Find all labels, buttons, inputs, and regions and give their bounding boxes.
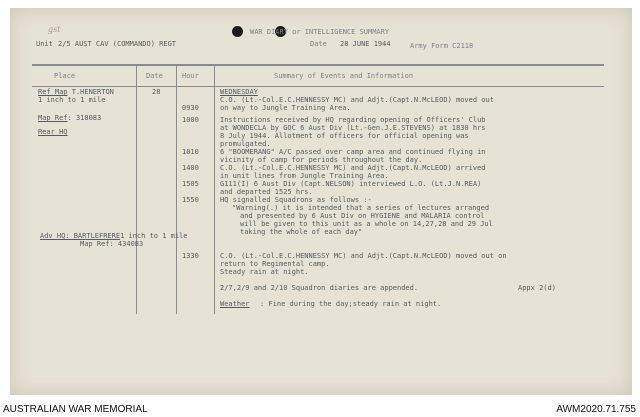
entry-line: will be given to this unit as a whole on 14,27,28 and 29 Jul: [240, 220, 493, 228]
pencil-mark: gst: [48, 25, 61, 34]
hour-0930: 0930: [182, 104, 199, 112]
entry-line: and presented by 6 Aust Div on HYGIENE and MALARIA control: [240, 212, 485, 220]
date-prefix: Date: [310, 40, 327, 48]
entry-line: in unit lines from Jungle Training Area.: [220, 172, 389, 180]
footer-source: AUSTRALIAN WAR MEMORIAL: [3, 404, 148, 415]
map-ref-adv: Map Ref: 434083: [80, 240, 144, 248]
entry-line: C.O. (Lt.-Col.E.C.HENNESSY MC) and Adjt.(Capt.N.McLEOD) moved out on: [220, 252, 507, 260]
ref-map-label: Ref Map T.HENERTON: [38, 88, 114, 96]
entry-line: promulgated.: [220, 140, 271, 148]
entry-line: taking the whole of each day": [240, 228, 363, 236]
entry-line: 2/7,2/9 and 2/10 Squadron diaries are appended.: [220, 284, 419, 292]
column-divider-3: [214, 64, 215, 314]
hour-1505: 1505: [182, 180, 199, 188]
diary-title: WAR DIARY or INTELLIGENCE SUMMARY: [250, 28, 390, 36]
map-scale: 1 inch to 1 mile: [38, 96, 106, 104]
date-number: 28: [152, 88, 161, 96]
entry-line: 6 "BOOMERANG" A/C passed over camp area and continued flying in: [220, 148, 486, 156]
hour-1550: 1550: [182, 196, 199, 204]
hour-1330: 1330: [182, 252, 199, 260]
hour-1000: 1000: [182, 116, 199, 124]
entry-line: Steady rain at night.: [220, 268, 309, 276]
header-rule-bottom: [32, 86, 604, 87]
column-header-hour: Hour: [182, 72, 199, 80]
entry-line: vicinity of camp for periods throughout the day.: [220, 156, 423, 164]
punch-hole-left: [232, 26, 243, 37]
appendix-ref: Appx 2(d): [518, 284, 556, 292]
column-header-date: Date: [146, 72, 163, 80]
weather-label: Weather: [220, 300, 250, 308]
entry-line: Instructions received by HQ regarding opening of Officers' Club: [220, 116, 486, 124]
column-divider-2: [176, 64, 177, 314]
entry-day: WEDNESDAY: [220, 88, 258, 96]
entry-line: and departed 1525 hrs.: [220, 188, 313, 196]
column-divider-1: [136, 64, 137, 314]
header-rule-top: [32, 64, 604, 66]
footer-accession: AWM2020.71.755: [556, 404, 636, 415]
hour-1400: 1400: [182, 164, 199, 172]
column-header-place: Place: [54, 72, 76, 80]
rear-hq-label: Rear HQ: [38, 128, 68, 136]
entry-line: 8 July 1944. Allotment of officers for official opening was: [220, 132, 469, 140]
map-ref: Map Ref: 318083: [38, 114, 102, 122]
entry-line: C.O. (Lt.-Col.E.C.HENNESSY MC) and Adjt.(Capt.N.McLEOD) arrived: [220, 164, 486, 172]
diary-page: [10, 8, 632, 395]
hour-1010: 1010: [182, 148, 199, 156]
entry-line: C.O. (Lt.-Col.E.C.HENNESSY MC) and Adjt.(Capt.N.McLEOD) moved out: [220, 96, 494, 104]
column-header-summary: Summary of Events and Information: [274, 72, 414, 80]
entry-line: return to Regimental camp.: [220, 260, 330, 268]
diary-date: 28 JUNE 1944: [340, 40, 391, 48]
footer-bar: [0, 403, 640, 417]
unit-prefix: Unit: [36, 40, 53, 48]
entry-line: G111(I) 6 Aust Div (Capt.NELSON) interviewed L.O. (Lt.J.N.REA): [220, 180, 482, 188]
weather-text: : Fine during the day;steady rain at night.: [260, 300, 442, 308]
army-form: Army Form C2118: [410, 42, 474, 50]
entry-line: at WONDECLA by GOC 6 Aust Div (Lt.-Gen.J.E.STEVENS) at 1830 hrs: [220, 124, 486, 132]
entry-line: HQ signalled Squadrons as follows :-: [220, 196, 372, 204]
entry-line: on way to Jungle Training Area.: [220, 104, 351, 112]
entry-line: "Warning(.) it is intended that a series of lectures arranged: [232, 204, 490, 212]
adv-hq-label: Adv HQ: BARTLEFRERE1 inch to 1 mile: [40, 232, 188, 240]
unit-name: 2/5 AUST CAV (COMMANDO) REGT: [58, 40, 177, 48]
